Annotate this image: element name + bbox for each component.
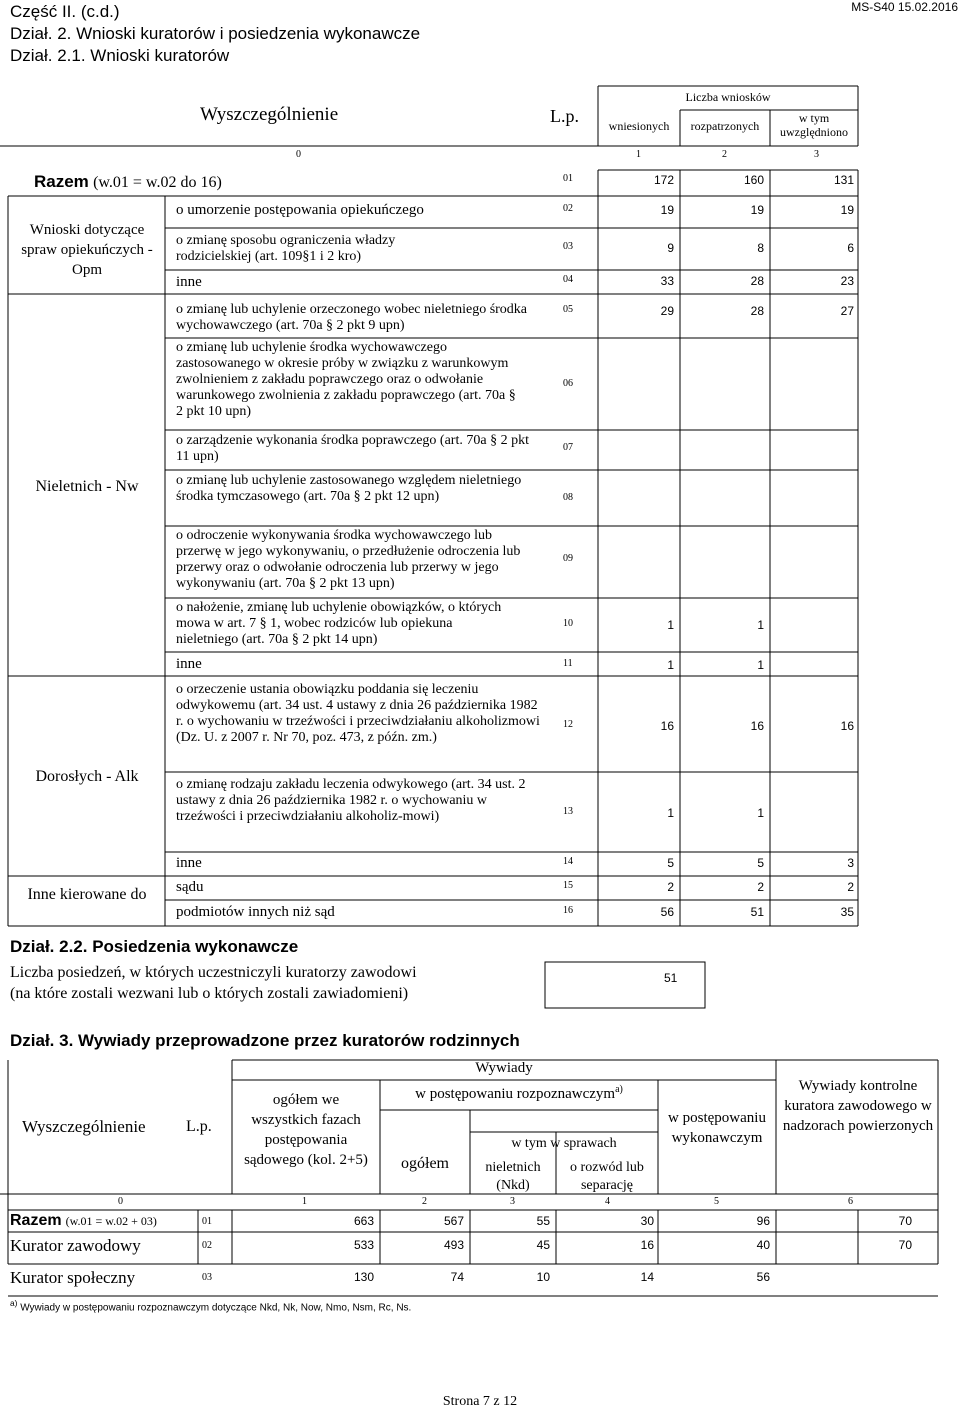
cell-rozpatrzonych: 5: [757, 856, 764, 870]
t1-row-label: o zarządzenie wykonania środka poprawczego (art. 70a § 2 pkt 11 upn): [176, 433, 529, 464]
s3-cell-col2: 567: [443, 1214, 464, 1228]
cell-rozpatrzonych: 2: [757, 880, 764, 894]
section-2-title: Dział. 2. Wnioski kuratorów i posiedzenia wykonawcze: [10, 24, 421, 43]
cell-wniesionych: 1: [667, 658, 674, 672]
row-lp: 04: [563, 274, 573, 285]
s3-cell-col4: 16: [640, 1238, 654, 1252]
cell-wniesionych: 1: [667, 806, 674, 820]
s3-col2: ogółem: [401, 1155, 449, 1172]
s22-title-text: Dział. 2.2. Posiedzenia wykonawcze: [10, 937, 299, 956]
t1-idx-0: 0: [296, 149, 301, 160]
s3-col3: nieletnich (Nkd): [485, 1160, 541, 1193]
cell-wniesionych: 172: [653, 173, 674, 187]
row-lp: 07: [563, 442, 573, 453]
cell-wniesionych: 19: [660, 203, 674, 217]
s3-cell-col2: 74: [450, 1270, 464, 1284]
cell-rozpatrzonych: 1: [757, 806, 764, 820]
cell-uwzglednionych: 27: [840, 304, 854, 318]
row-lp: 02: [563, 203, 573, 214]
cell-wniesionych: 9: [667, 241, 674, 255]
t1-row-label: inne: [176, 274, 202, 290]
row-lp: 11: [563, 658, 573, 669]
t1-row-label: o zmianę lub uchylenie zastosowanego względem nieletniego środka tymczasowego (art. 70a § 2 pkt 12 upn): [176, 473, 522, 504]
row-lp: 01: [563, 173, 573, 184]
s3-row-lp: 01: [202, 1216, 212, 1227]
cell-uwzglednionych: 2: [847, 880, 854, 894]
row-lp: 03: [563, 241, 573, 252]
t1-row-label: o odroczenie wykonywania środka wychowawczego lub przerwę w jego wykonywaniu, o przedłużenie odroczenia lub przerwy oraz o odwołanie odroczenia lub przerwy w jego wykonywaniu (art. 70a § 2 pkt 13 upn): [176, 528, 521, 591]
t1-total-label: [34, 172, 222, 192]
s3-idx-5: 5: [714, 1196, 719, 1207]
s3-cell-col5: 56: [756, 1270, 770, 1284]
s3-sub-group: w tym w sprawach: [511, 1136, 617, 1151]
cell-uwzglednionych: 6: [847, 241, 854, 255]
cell-rozpatrzonych: 16: [750, 719, 764, 733]
row-lp: 08: [563, 492, 573, 503]
s3-row-lp: 03: [202, 1272, 212, 1283]
cell-uwzglednionych: 19: [840, 203, 854, 217]
cell-rozpatrzonych: 28: [750, 274, 764, 288]
s3-col-lp: L.p.: [186, 1118, 212, 1135]
cell-uwzglednionych: 131: [833, 173, 854, 187]
t1-col-c: w tym uwzględniono: [780, 111, 848, 139]
row-lp: 10: [563, 618, 573, 629]
s3-cell-col5: 96: [756, 1214, 770, 1228]
s3-cell-col6: 70: [898, 1238, 912, 1252]
section-21-title: Dział. 2.1. Wnioski kuratorów: [10, 46, 230, 65]
cell-wniesionych: 16: [660, 719, 674, 733]
footnote: [10, 1298, 411, 1313]
t1-row-label: o orzeczenie ustania obowiązku poddania się leczeniu odwykowemu (art. 34 ust. 4 ustawy z dnia 26 października 1982 r. o wychowaniu w trzeźwości i przeciwdziałaniu alkoholizmowi (Dz. U. z 2007 r. Nr 70, poz. 473, z późn. zm.): [176, 682, 540, 745]
s3-idx-6: 6: [848, 1196, 853, 1207]
footnote-text: Wywiady w postępowaniu rozpoznawczym dotyczące Nkd, Nk, Now, Nmo, Nsm, Rc, Ns.: [20, 1302, 412, 1314]
t1-col-a: wniesionych: [608, 119, 670, 133]
t1-row-label: o zmianę lub uchylenie środka wychowawczego zastosowanego w okresie próby w związku z warunkowym zwolnieniem z zakładu poprawczego oraz o odwołanie warunkowego zwolnienia z zakładu poprawczego (art. 70a § 2 pkt 10 upn): [176, 340, 516, 419]
cell-uwzglednionych: 35: [840, 905, 854, 919]
s22-value: 51: [664, 971, 678, 985]
row-lp: 09: [563, 553, 573, 564]
cell-uwzglednionych: 3: [847, 856, 854, 870]
s3-col-spec: Wyszczególnienie: [22, 1117, 146, 1136]
row-lp: 16: [563, 905, 573, 916]
group-inne: Inne kierowane do: [27, 886, 147, 903]
s3-cell-col1: 663: [353, 1214, 374, 1228]
t1-row-label: inne: [176, 855, 202, 871]
cell-wniesionych: 2: [667, 880, 674, 894]
s3-row-razem-word: Razem: [10, 1212, 62, 1229]
t1-row-label: o umorzenie postępowania opiekuńczego: [176, 202, 424, 218]
s3-group-rozp-mark: a): [615, 1084, 623, 1095]
row-lp: 15: [563, 880, 573, 891]
t1-row-label: o zmianę rodzaju zakładu leczenia odwykowego (art. 34 ust. 2 ustawy z dnia 26 października 1982 r. o wychowaniu w trzeźwości i przeciwdziałaniu alkoholiz-mowi): [176, 777, 526, 824]
cell-wniesionych: 5: [667, 856, 674, 870]
row-lp: 14: [563, 856, 573, 867]
s3-cell-col5: 40: [756, 1238, 770, 1252]
part-title: Część II. (c.d.): [10, 2, 120, 21]
s3-idx-3: 3: [510, 1196, 515, 1207]
s3-col6: Wywiady kontrolne kuratora zawodowego w nadzorach powierzonych: [782, 1078, 934, 1134]
s3-cell-col3: 45: [536, 1238, 550, 1252]
s22-title: [10, 937, 298, 957]
s3-row-lp: 02: [202, 1240, 212, 1251]
s3-cell-col6: 70: [898, 1214, 912, 1228]
s3-group-rozp-text: w postępowaniu rozpoznawczym: [415, 1086, 616, 1102]
footnote-mark: a): [10, 1298, 18, 1308]
s22-text1: Liczba posiedzeń, w których uczestniczyli kuratorzy zawodowi: [10, 964, 417, 981]
page-number: Strona 7 z 12: [442, 1394, 518, 1409]
cell-wniesionych: 33: [660, 274, 674, 288]
cell-rozpatrzonych: 160: [743, 173, 764, 187]
group-alk: Dorosłych - Alk: [35, 768, 139, 785]
t1-row-label: sądu: [176, 879, 204, 895]
row-lp: 05: [563, 304, 573, 315]
s3-idx-1: 1: [302, 1196, 307, 1207]
s3-cell-col4: 14: [640, 1270, 654, 1284]
row-lp: 12: [563, 719, 573, 730]
s3-col1: ogółem we wszystkich fazach postępowania sądowego (kol. 2+5): [244, 1092, 368, 1168]
s3-cell-col1: 130: [353, 1270, 374, 1284]
form-code: MS-S40 15.02.2016: [851, 0, 958, 14]
t1-idx-2: 2: [722, 149, 727, 160]
s3-cell-col4: 30: [640, 1214, 654, 1228]
s3-cell-col1: 533: [353, 1238, 374, 1252]
s3-col5: w postępowaniu wykonawczym: [668, 1110, 766, 1146]
s3-cell-col3: 10: [536, 1270, 550, 1284]
cell-wniesionych: 56: [660, 905, 674, 919]
t1-idx-3: 3: [814, 149, 819, 160]
cell-rozpatrzonych: 19: [750, 203, 764, 217]
group-nw: Nieletnich - Nw: [35, 478, 139, 495]
t1-row-label: o zmianę lub uchylenie orzeczonego wobec nieletniego środka wychowawczego (art. 70a § 2 pkt 9 upn): [176, 302, 528, 333]
cell-rozpatrzonych: 28: [750, 304, 764, 318]
t1-col-b: rozpatrzonych: [690, 119, 760, 133]
cell-wniesionych: 29: [660, 304, 674, 318]
t1-col-lp: L.p.: [550, 106, 579, 126]
s3-row-zawodowy-label: Kurator zawodowy: [10, 1236, 141, 1255]
s3-cell-col3: 55: [536, 1214, 550, 1228]
group-opm: Wnioski dotyczące spraw opiekuńczych - Opm: [21, 222, 153, 278]
s3-title: [10, 1031, 520, 1051]
t1-row-label: o nałożenie, zmianę lub uchylenie obowiązków, o których mowa w art. 7 § 1, wobec rodziców lub opiekuna nieletniego (art. 70a § 2 pkt 14 upn): [176, 600, 502, 647]
row-lp: 13: [563, 806, 573, 817]
cell-rozpatrzonych: 51: [750, 905, 764, 919]
s3-group-rozp: [380, 1084, 658, 1103]
s3-cell-col2: 493: [443, 1238, 464, 1252]
t1-col-spec: Wyszczególnienie: [200, 104, 339, 125]
t1-total-word: Razem: [34, 172, 89, 191]
cell-rozpatrzonych: 1: [757, 658, 764, 672]
s3-row-spoleczny-label: Kurator społeczny: [10, 1268, 136, 1287]
t1-col-group: Liczba wniosków: [685, 90, 771, 104]
cell-wniesionych: 1: [667, 618, 674, 632]
t1-row-label: podmiotów innych niż sąd: [176, 904, 335, 920]
s3-col4: o rozwód lub separację: [570, 1160, 644, 1193]
s3-row-razem-label: [10, 1212, 157, 1230]
t1-row-label: inne: [176, 656, 202, 672]
t1-total-sub: (w.01 = w.02 do 16): [93, 174, 222, 191]
cell-rozpatrzonych: 8: [757, 241, 764, 255]
row-lp: 06: [563, 378, 573, 389]
s22-text2: (na które zostali wezwani lub o których zostali zawiadomieni): [10, 985, 409, 1002]
t1-idx-1: 1: [636, 149, 641, 160]
s3-row-razem-sub: (w.01 = w.02 + 03): [65, 1214, 157, 1228]
t1-row-label: o zmianę sposobu ograniczenia władzy rodzicielskiej (art. 109§1 i 2 kro): [176, 233, 396, 264]
cell-uwzglednionych: 16: [840, 719, 854, 733]
cell-uwzglednionych: 23: [840, 274, 854, 288]
s3-title-text: Dział. 3. Wywiady przeprowadzone przez kuratorów rodzinnych: [10, 1031, 520, 1050]
s3-wywiady: Wywiady: [475, 1060, 533, 1076]
s3-idx-4: 4: [605, 1196, 610, 1207]
cell-rozpatrzonych: 1: [757, 618, 764, 632]
s3-idx-2: 2: [422, 1196, 427, 1207]
s3-idx-0: 0: [118, 1196, 123, 1207]
